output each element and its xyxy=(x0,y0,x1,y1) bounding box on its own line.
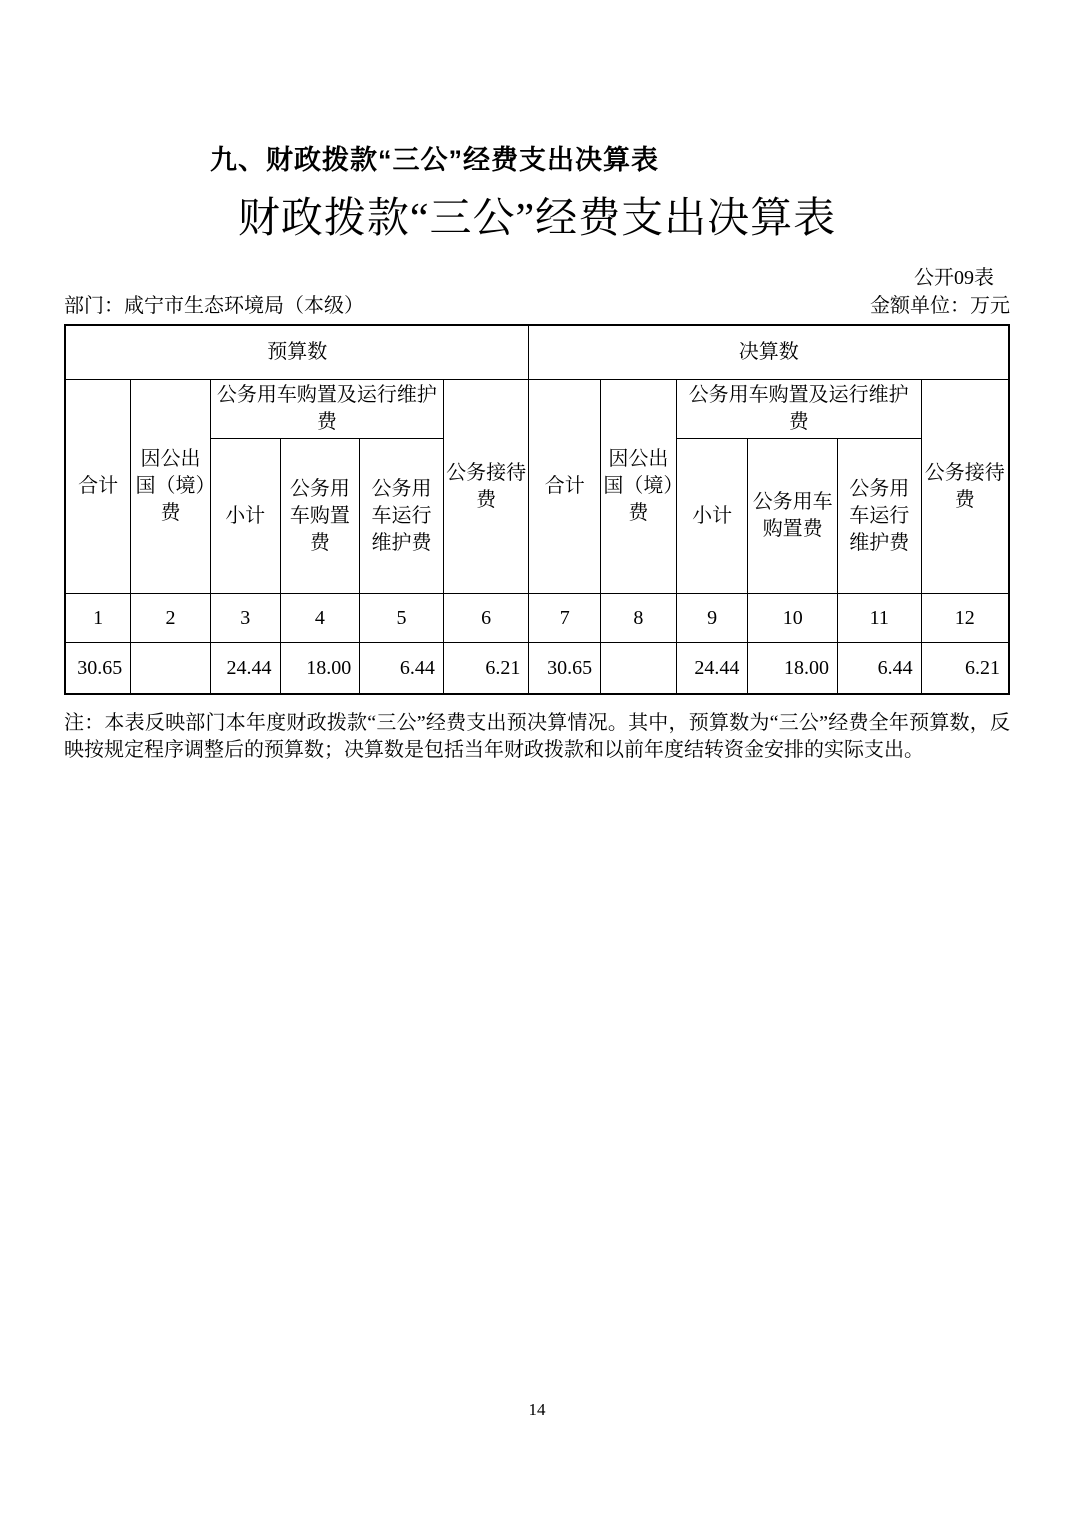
value-cell-budget-vehicle-purchase: 18.00 xyxy=(280,643,360,694)
table-group-row xyxy=(65,380,1009,439)
value-cell-final-vehicle-subtotal: 24.44 xyxy=(676,643,748,694)
final-reception-header: 公务接待费 xyxy=(921,380,1009,594)
budget-vehicle-purchase-header: 公务用车购置费 xyxy=(280,439,360,594)
department-label: 部门：咸宁市生态环境局（本级） xyxy=(64,294,364,317)
budget-reception-header: 公务接待费 xyxy=(443,380,529,594)
value-cell-budget-vehicle-subtotal: 24.44 xyxy=(210,643,280,694)
column-number-cell: 7 xyxy=(529,594,601,643)
column-number-cell: 3 xyxy=(210,594,280,643)
value-cell-final-abroad xyxy=(601,643,677,694)
budget-vehicle-group-header: 公务用车购置及运行维护费 xyxy=(210,380,443,439)
meta-line xyxy=(64,294,1010,318)
final-section-header: 决算数 xyxy=(529,325,1009,380)
column-number-cell: 1 xyxy=(65,594,131,643)
final-abroad-header: 因公出国（境）费 xyxy=(601,380,677,594)
column-number-row xyxy=(65,594,1009,643)
value-cell-budget-total: 30.65 xyxy=(65,643,131,694)
section-heading: 九、财政拨款“三公”经费支出决算表 xyxy=(210,145,659,175)
final-vehicle-purchase-header: 公务用车购置费 xyxy=(748,439,838,594)
value-cell-final-reception: 6.21 xyxy=(921,643,1009,694)
unit-label: 金额单位：万元 xyxy=(870,294,1010,317)
column-number-cell: 4 xyxy=(280,594,360,643)
table-code: 公开09表 xyxy=(914,266,994,289)
final-vehicle-subtotal-header: 小计 xyxy=(676,439,748,594)
column-number-cell: 5 xyxy=(360,594,444,643)
value-cell-budget-vehicle-maintenance: 6.44 xyxy=(360,643,444,694)
column-number-cell: 6 xyxy=(443,594,529,643)
column-number-cell: 11 xyxy=(837,594,921,643)
page-number: 14 xyxy=(528,1400,546,1419)
value-cell-budget-reception: 6.21 xyxy=(443,643,529,694)
column-number-cell: 10 xyxy=(748,594,838,643)
column-number-cell: 8 xyxy=(601,594,677,643)
budget-total-header: 合计 xyxy=(65,380,131,594)
final-total-header: 合计 xyxy=(529,380,601,594)
value-row xyxy=(65,643,1009,694)
page-title: 财政拨款“三公”经费支出决算表 xyxy=(237,195,837,242)
table-note: 注：本表反映部门本年度财政拨款“三公”经费支出预决算情况。其中，预算数为“三公”经费全年预算数，反映按规定程序调整后的预算数；决算数是包括当年财政拨款和以前年度结转资金安排的实际支出。 xyxy=(64,711,1010,762)
value-cell-final-vehicle-maintenance: 6.44 xyxy=(837,643,921,694)
expenses-table xyxy=(64,324,1010,695)
budget-section-header: 预算数 xyxy=(65,325,529,380)
budget-abroad-header: 因公出国（境）费 xyxy=(131,380,211,594)
table-section-row xyxy=(65,325,1009,380)
budget-vehicle-subtotal-header: 小计 xyxy=(210,439,280,594)
final-vehicle-maintenance-header: 公务用车运行维护费 xyxy=(837,439,921,594)
column-number-cell: 12 xyxy=(921,594,1009,643)
value-cell-final-total: 30.65 xyxy=(529,643,601,694)
value-cell-budget-abroad xyxy=(131,643,211,694)
budget-vehicle-maintenance-header: 公务用车运行维护费 xyxy=(360,439,444,594)
column-number-cell: 9 xyxy=(676,594,748,643)
column-number-cell: 2 xyxy=(131,594,211,643)
final-vehicle-group-header: 公务用车购置及运行维护费 xyxy=(676,380,921,439)
value-cell-final-vehicle-purchase: 18.00 xyxy=(748,643,838,694)
